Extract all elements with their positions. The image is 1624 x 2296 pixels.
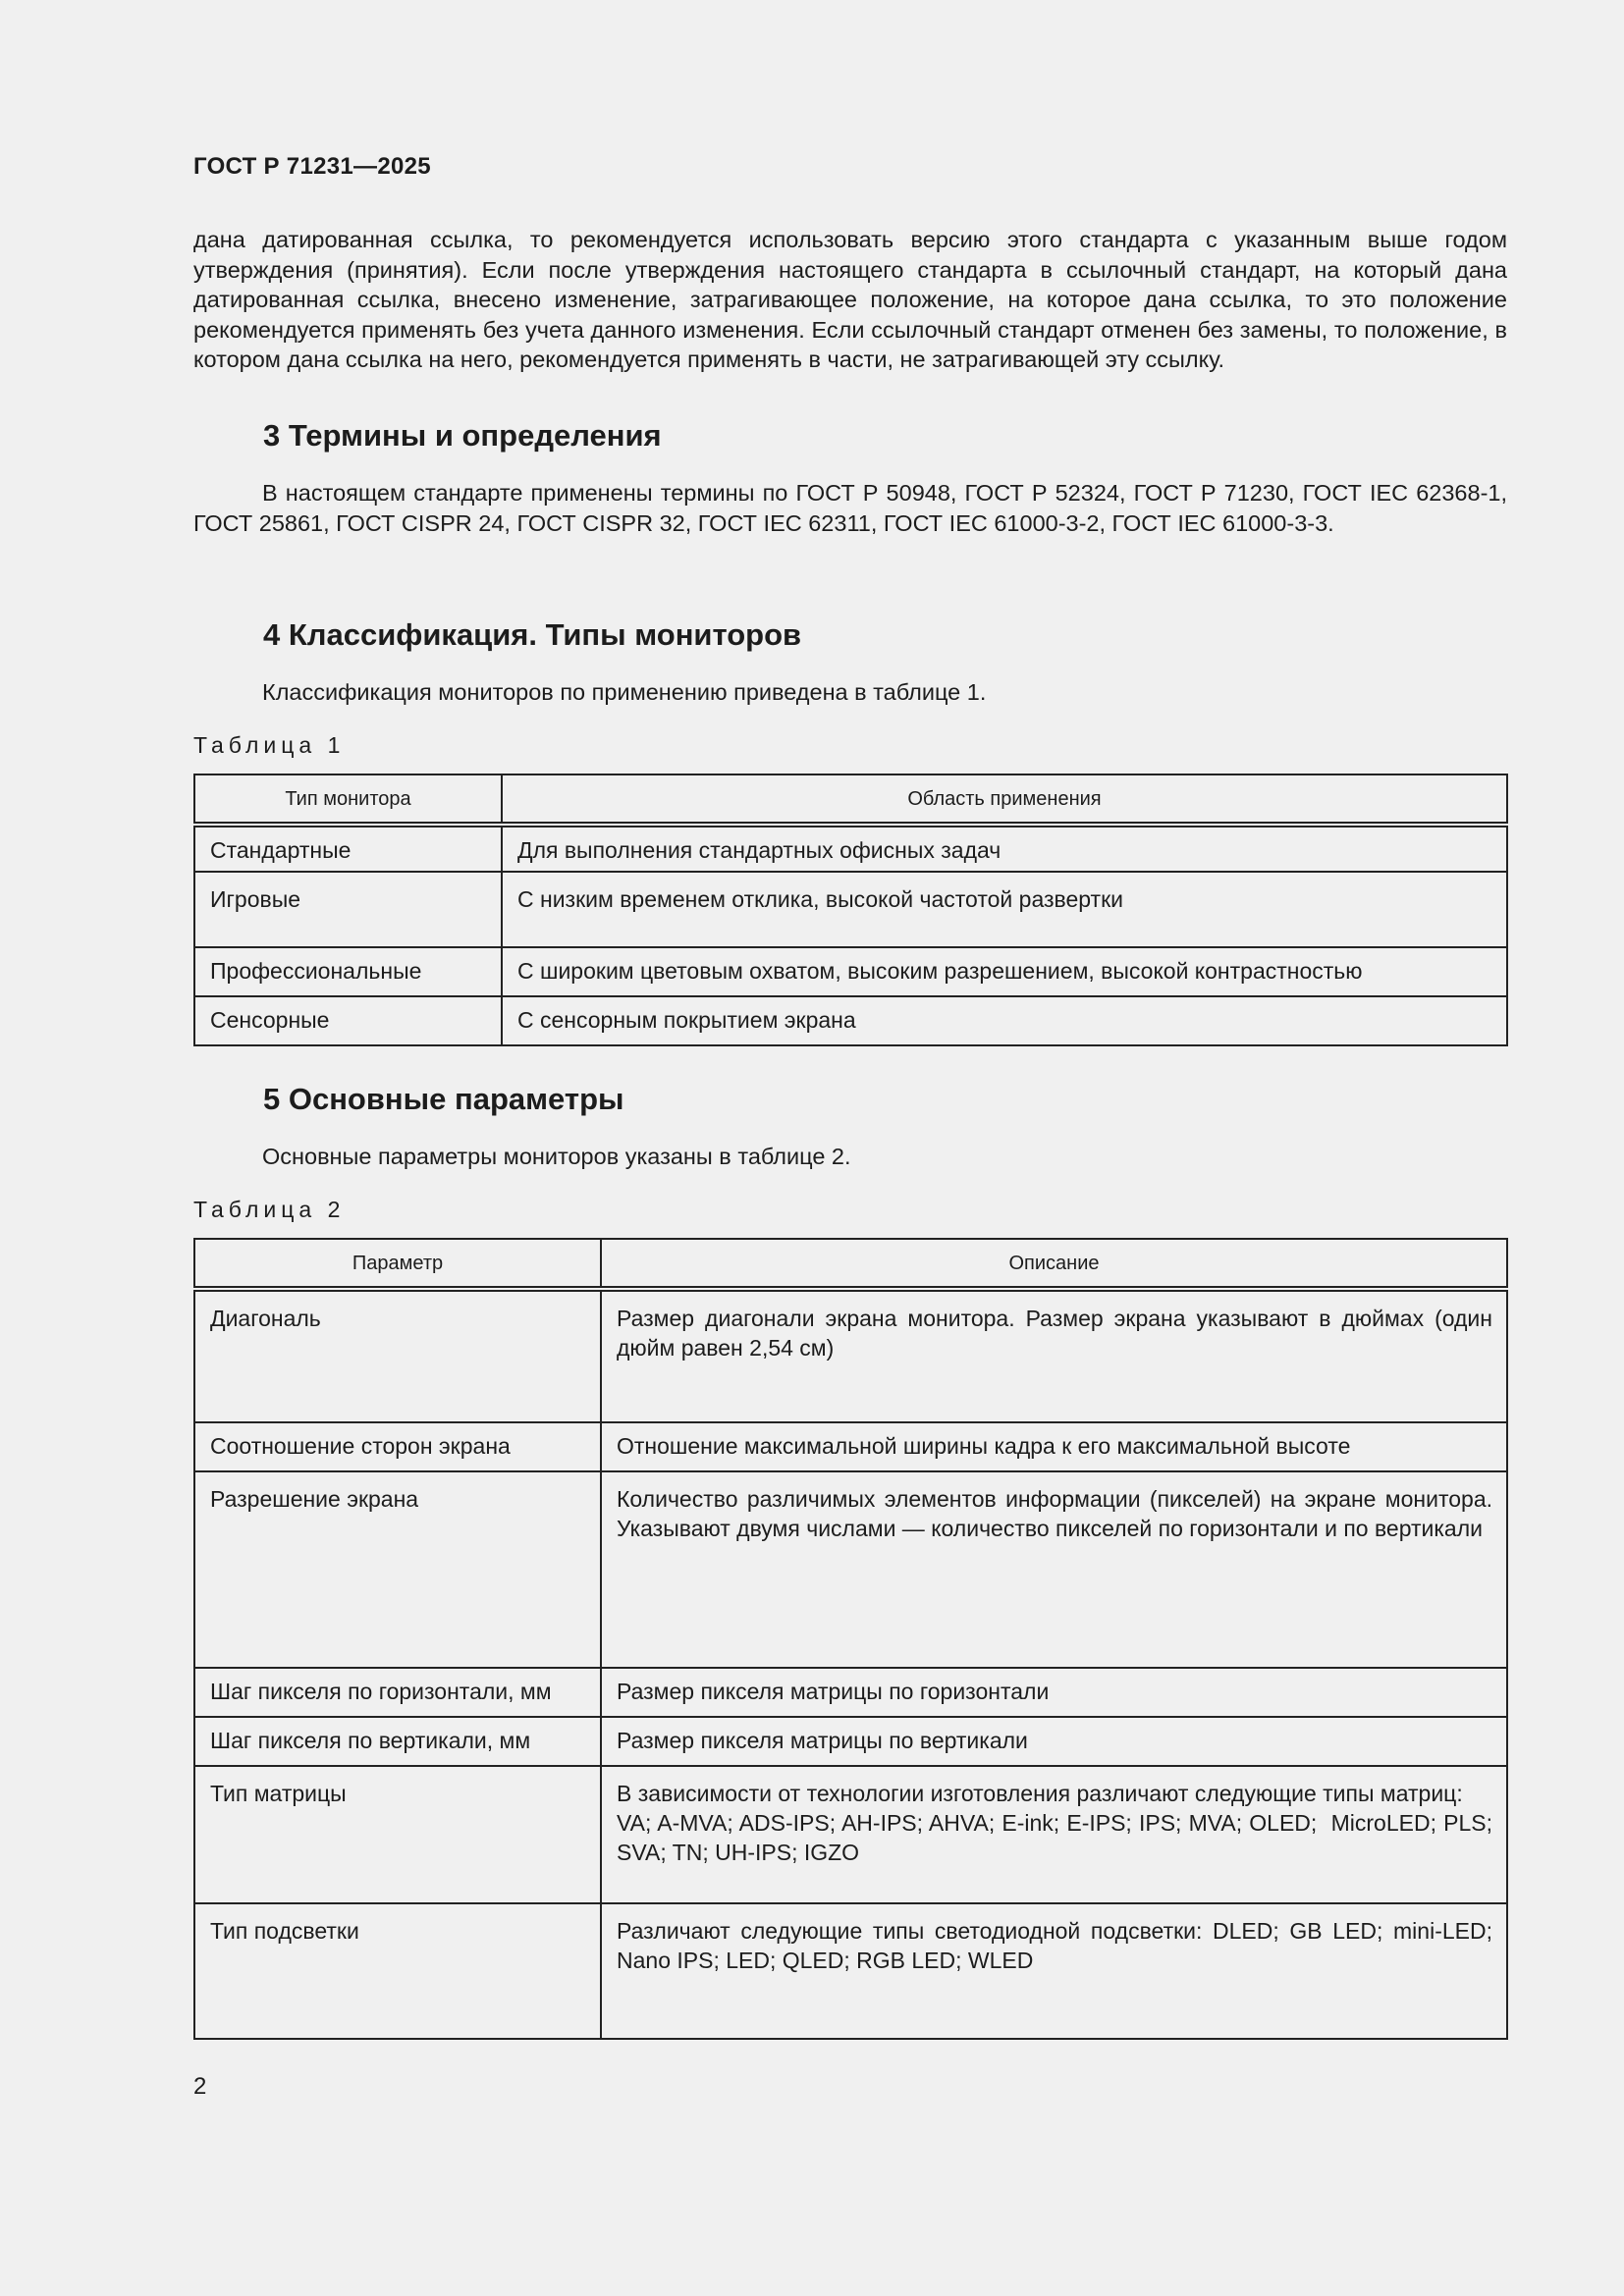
table-row	[194, 1717, 1507, 1766]
section-5-paragraph: Основные параметры мониторов указаны в таблице 2.	[262, 1144, 851, 1169]
column-header: Параметр	[194, 1239, 601, 1289]
table-cell: Диагональ	[194, 1289, 601, 1422]
table-row	[194, 1903, 1507, 2039]
table-cell: Профессиональные	[194, 947, 502, 996]
table-header-row	[194, 774, 1507, 825]
table-cell: Отношение максимальной ширины кадра к его максимальной высоте	[601, 1422, 1507, 1471]
column-header: Область применения	[502, 774, 1507, 825]
matrix-types-intro: В зависимости от технологии изготовления различают следующие типы матриц:	[617, 1781, 1463, 1806]
table-cell: Сенсорные	[194, 996, 502, 1045]
table-cell: С сенсорным покрытием экрана	[502, 996, 1507, 1045]
table-row	[194, 947, 1507, 996]
table-cell: Шаг пикселя по горизонтали, мм	[194, 1668, 601, 1717]
table-cell: Различают следующие типы светодиодной подсветки: DLED; GB LED; mini-LED; Nano IPS; LED; QLED; RGB LED; WLED	[601, 1903, 1507, 2039]
table-row	[194, 1422, 1507, 1471]
table-cell	[601, 1766, 1507, 1903]
matrix-types-list: VA; A-MVA; ADS-IPS; AH-IPS; AHVA; E-ink; E-IPS; IPS; MVA; OLED; MicroLED; PLS; SVA; TN; UH-IPS; IGZO	[617, 1810, 1499, 1865]
section-4-title: 4 Классификация. Типы мониторов	[263, 617, 802, 652]
table-row	[194, 1766, 1507, 1903]
table-1-caption: Таблица 1	[193, 732, 346, 758]
section-3-title: 3 Термины и определения	[263, 418, 662, 453]
table-cell: С низким временем отклика, высокой частотой развертки	[502, 872, 1507, 947]
table-header-row	[194, 1239, 1507, 1289]
table-cell: Разрешение экрана	[194, 1471, 601, 1668]
table-cell: Шаг пикселя по вертикали, мм	[194, 1717, 601, 1766]
intro-paragraph: дана датированная ссылка, то рекомендуется использовать версию этого стандарта с указанным выше годом утверждения (принятия). Если после утверждения настоящего стандарта в ссылочный стандарт, на который дана датированная ссылка, внесено изменение, затрагивающее положение, на которое дана ссылка, то это положение рекомендуется применять без учета данного изменения. Если ссылочный стандарт отменен без замены, то положение, в котором дана ссылка на него, рекомендуется применять в части, не затрагивающей эту ссылку.	[193, 227, 1507, 372]
table-cell: С широким цветовым охватом, высоким разрешением, высокой контрастностью	[502, 947, 1507, 996]
table-row	[194, 1668, 1507, 1717]
table-row	[194, 1471, 1507, 1668]
table-row	[194, 1289, 1507, 1422]
table-cell: Размер пикселя матрицы по горизонтали	[601, 1668, 1507, 1717]
table-cell: Для выполнения стандартных офисных задач	[502, 825, 1507, 872]
section-3-paragraph: В настоящем стандарте применены термины по ГОСТ Р 50948, ГОСТ Р 52324, ГОСТ Р 71230, ГОСТ IEC 62368-1, ГОСТ 25861, ГОСТ CISPR 24, ГОСТ CISPR 32, ГОСТ IEC 62311, ГОСТ IEC 61000-3-2, ГОСТ IEC 61000-3-3.	[193, 480, 1507, 536]
table-cell: Стандартные	[194, 825, 502, 872]
column-header: Тип монитора	[194, 774, 502, 825]
table-row	[194, 825, 1507, 872]
table-cell: Игровые	[194, 872, 502, 947]
table-cell: Тип матрицы	[194, 1766, 601, 1903]
table-cell: Размер пикселя матрицы по вертикали	[601, 1717, 1507, 1766]
table-row	[194, 996, 1507, 1045]
page-number: 2	[193, 2073, 207, 2100]
table-cell: Соотношение сторон экрана	[194, 1422, 601, 1471]
table-cell: Тип подсветки	[194, 1903, 601, 2039]
table-cell: Количество различимых элементов информации (пикселей) на экране монитора. Указывают двумя числами — количество пикселей по горизонтали и по вертикали	[601, 1471, 1507, 1668]
table-2	[193, 1238, 1508, 2040]
section-4-paragraph: Классификация мониторов по применению приведена в таблице 1.	[262, 679, 987, 705]
document-header: ГОСТ Р 71231—2025	[193, 153, 431, 180]
column-header: Описание	[601, 1239, 1507, 1289]
table-1	[193, 774, 1508, 1046]
section-5-title: 5 Основные параметры	[263, 1082, 624, 1116]
table-cell: Размер диагонали экрана монитора. Размер экрана указывают в дюймах (один дюйм равен 2,54 см)	[601, 1289, 1507, 1422]
table-row	[194, 872, 1507, 947]
table-2-caption: Таблица 2	[193, 1197, 346, 1222]
